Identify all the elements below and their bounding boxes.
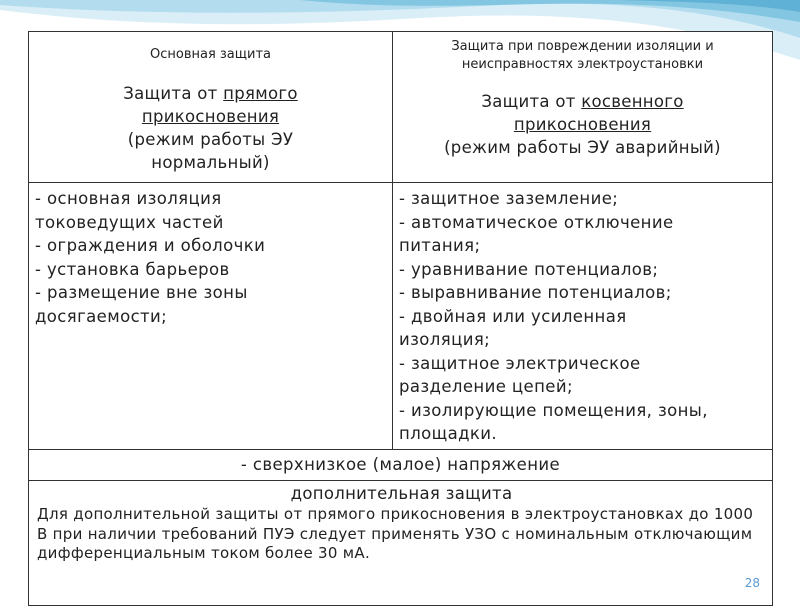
header-right-cell <box>393 32 773 183</box>
list-item: - выравнивание потенциалов; <box>399 283 672 302</box>
right-measures-cell <box>393 183 773 450</box>
header-left-mode-2: нормальный) <box>151 153 270 172</box>
header-left-title <box>29 82 392 174</box>
list-item: токоведущих частей <box>35 212 224 232</box>
list-item: - автоматическое отключение <box>399 212 674 232</box>
list-item: - установка барьеров <box>35 259 230 279</box>
header-left-small: Основная защита <box>149 47 272 62</box>
header-right-title <box>393 90 772 159</box>
additional-protection-text: Для дополнительной защиты от прямого прикосновения в электроустановках до 1000 В при наличии требований ПУЭ следует применять УЗО с номинальным отключающим дифференциальным током более 30 мА. <box>37 505 754 562</box>
header-left-cell <box>29 32 393 183</box>
list-item: - защитное электрическое <box>399 353 641 373</box>
measures-row <box>29 183 773 450</box>
list-item: - двойная или усиленная <box>399 306 627 326</box>
list-item: - размещение вне зоны <box>35 283 248 302</box>
header-right-mode: (режим работы ЭУ аварийный) <box>444 138 721 157</box>
header-right-small: Защита при повреждении изоляции и неисправностях электроустановки <box>451 39 714 72</box>
list-item: досягаемости; <box>35 306 168 326</box>
left-measures-cell <box>29 183 393 450</box>
list-item: - основная изоляция <box>35 189 222 208</box>
header-right-underlined-1: косвенного <box>581 92 684 111</box>
additional-protection-cell <box>29 481 773 606</box>
list-item: разделение цепей; <box>399 377 573 396</box>
list-item: - ограждения и оболочки <box>35 236 266 255</box>
list-item: изоляция; <box>399 330 491 349</box>
header-left-underlined-1: прямого <box>223 84 298 103</box>
header-row <box>29 32 773 183</box>
header-right-underlined-2: прикосновения <box>513 115 652 134</box>
header-left-underlined-2: прикосновения <box>141 107 280 126</box>
shared-row <box>29 450 773 481</box>
list-item: - изолирующие помещения, зоны, <box>399 400 708 420</box>
header-left-prefix: Защита от <box>123 84 224 103</box>
protection-table <box>28 31 773 606</box>
slide-number: 28 <box>744 576 760 590</box>
list-item: - защитное заземление; <box>399 189 619 208</box>
shared-measure-cell: - сверхнизкое (малое) напряжение <box>29 450 773 481</box>
extra-row <box>29 481 773 606</box>
header-left-mode: (режим работы ЭУ <box>127 130 294 149</box>
list-item: питания; <box>399 236 481 255</box>
header-right-prefix: Защита от <box>481 92 582 111</box>
additional-protection-title: дополнительная защита <box>290 484 513 503</box>
list-item: - уравнивание потенциалов; <box>399 259 659 279</box>
list-item: площадки. <box>399 424 498 443</box>
